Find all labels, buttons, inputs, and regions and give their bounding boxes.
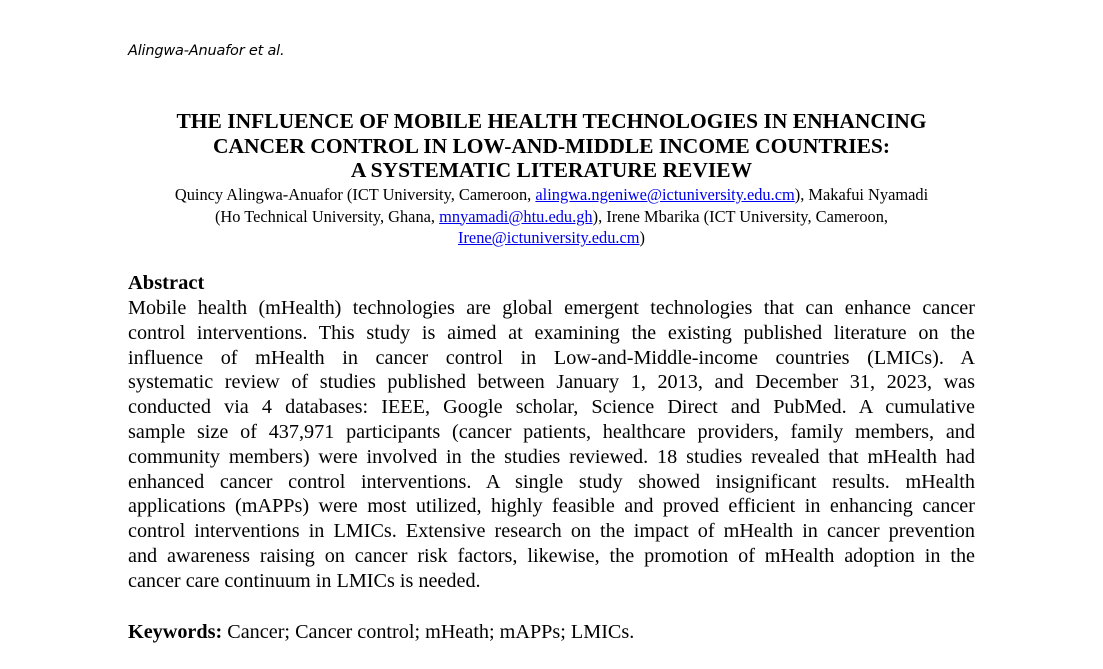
paper-title <box>100 109 1003 183</box>
keywords <box>128 620 634 644</box>
abstract-line: sample size of 437,971 participants (cancer patients, healthcare providers, family members, and <box>128 420 975 443</box>
keywords-value: Cancer; Cancer control; mHeath; mAPPs; LMICs. <box>222 621 635 643</box>
abstract-line: systematic review of studies published between January 1, 2013, and December 31, 2023, was <box>128 371 975 394</box>
author-1-email-link[interactable]: alingwa.ngeniwe@ictuniversity.edu.cm <box>535 185 795 204</box>
abstract-body <box>128 296 975 594</box>
abstract-line: enhanced cancer control interventions. A single study showed insignificant results. mHealth <box>128 470 975 493</box>
abstract-line: applications (mAPPs) were most utilized, highly feasible and proved efficient in enhancing cancer <box>128 495 975 518</box>
author-line-1 <box>100 184 1003 206</box>
author-line-3 <box>100 227 1003 249</box>
title-line: CANCER CONTROL IN LOW-AND-MIDDLE INCOME COUNTRIES: <box>212 133 891 158</box>
author-2-email-link[interactable]: mnyamadi@htu.edu.gh <box>439 206 593 226</box>
abstract-line: and awareness raising on cancer risk factors, likewise, the promotion of mHealth adoption in the <box>128 544 975 567</box>
keywords-label: Keywords: <box>128 621 223 643</box>
author-1-text: Quincy Alingwa-Anuafor (ICT University, Cameroon, <box>174 185 536 204</box>
title-line: A SYSTEMATIC LITERATURE REVIEW <box>350 158 753 182</box>
author-3-email-link[interactable]: Irene@ictuniversity.edu.cm <box>458 228 640 247</box>
title-line: THE INFLUENCE OF MOBILE HEALTH TECHNOLOGIES IN ENHANCING <box>176 109 927 133</box>
author-2-text: (Ho Technical University, Ghana, <box>214 206 440 226</box>
abstract-line: community members) were involved in the studies reviewed. 18 studies revealed that mHealth had <box>128 445 975 468</box>
abstract-line: influence of mHealth in cancer control in Low-and-Middle-income countries (LMICs). A <box>128 346 975 369</box>
author-block <box>100 184 1003 249</box>
running-head: Alingwa-Anuafor et al. <box>128 43 285 59</box>
abstract-line: conducted via 4 databases: IEEE, Google scholar, Science Direct and PubMed. A cumulative <box>128 396 975 419</box>
abstract-line: control interventions in LMICs. Extensive research on the impact of mHealth in cancer prevention <box>128 520 975 543</box>
abstract-line: control interventions. This study is aimed at examining the existing published literature on the <box>128 321 975 344</box>
author-2-tail: ), Irene Mbarika (ICT University, Cameroon, <box>592 206 889 226</box>
abstract-heading: Abstract <box>128 272 205 294</box>
abstract-line: cancer care continuum in LMICs is needed. <box>128 569 481 592</box>
abstract-line: Mobile health (mHealth) technologies are global emergent technologies that can enhance cancer <box>128 297 975 319</box>
author-1-tail: ), Makafui Nyamadi <box>794 185 929 204</box>
author-3-tail: ) <box>639 228 645 247</box>
author-line-2 <box>100 206 1003 228</box>
